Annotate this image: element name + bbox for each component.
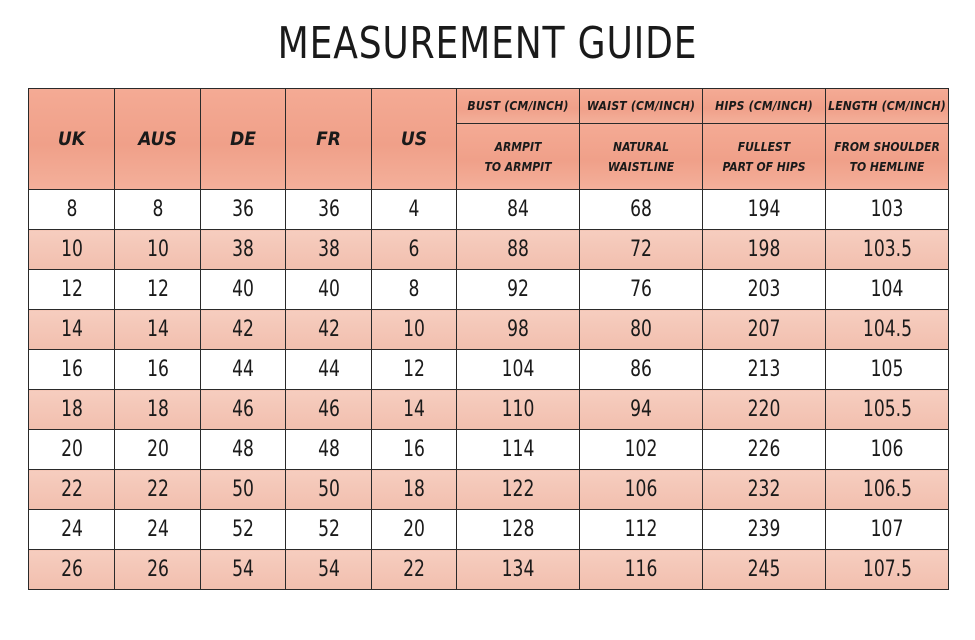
table-cell <box>457 430 580 470</box>
cell-value: 26 <box>60 557 83 582</box>
cell-value: 106.5 <box>862 477 912 502</box>
column-header-aus: AUS <box>115 89 201 190</box>
table-cell <box>580 230 703 270</box>
table-cell <box>201 510 286 550</box>
table-row <box>29 510 949 550</box>
column-header-measure: LENGTH (CM/INCH) <box>826 89 949 124</box>
table-cell <box>201 350 286 390</box>
cell-value: 22 <box>60 477 83 502</box>
table-cell <box>580 430 703 470</box>
cell-value: 54 <box>232 557 254 582</box>
cell-value: 40 <box>317 277 340 302</box>
cell-value: 232 <box>747 477 781 502</box>
cell-value: 18 <box>146 397 169 422</box>
table-cell <box>372 390 457 430</box>
table-cell <box>826 550 949 590</box>
cell-value: 245 <box>747 557 781 582</box>
table-cell <box>372 230 457 270</box>
table-cell <box>286 190 372 230</box>
cell-value: 10 <box>60 237 83 262</box>
table-row <box>29 550 949 590</box>
table-cell <box>115 390 201 430</box>
table-cell <box>826 230 949 270</box>
table-cell <box>29 310 115 350</box>
table-row <box>29 430 949 470</box>
table-row <box>29 310 949 350</box>
cell-value: 220 <box>747 397 781 422</box>
table-cell <box>826 510 949 550</box>
page-title: MEASUREMENT GUIDE <box>277 18 698 69</box>
table-cell <box>29 470 115 510</box>
column-header-measure: BUST (CM/INCH) <box>457 89 580 124</box>
cell-value: 14 <box>60 317 83 342</box>
table-cell <box>580 390 703 430</box>
table-cell <box>580 510 703 550</box>
cell-value: 42 <box>232 317 254 342</box>
table-cell <box>826 310 949 350</box>
table-cell <box>372 190 457 230</box>
subheader-line: FROM SHOULDER <box>834 139 940 154</box>
cell-value: 12 <box>146 277 169 302</box>
table-cell <box>703 510 826 550</box>
cell-value: 72 <box>630 237 652 262</box>
table-cell <box>580 550 703 590</box>
cell-value: 50 <box>232 477 254 502</box>
table-cell <box>372 430 457 470</box>
table-row <box>29 230 949 270</box>
cell-value: 16 <box>60 357 83 382</box>
table-cell <box>115 310 201 350</box>
cell-value: 8 <box>152 197 163 222</box>
table-cell <box>457 350 580 390</box>
table-cell <box>826 270 949 310</box>
cell-value: 18 <box>60 397 83 422</box>
cell-value: 198 <box>747 237 781 262</box>
cell-value: 22 <box>146 477 169 502</box>
table-cell <box>457 270 580 310</box>
cell-value: 52 <box>317 517 340 542</box>
subheader-line: NATURAL <box>613 139 669 154</box>
subheader-line: TO ARMPIT <box>484 159 552 174</box>
cell-value: 6 <box>408 237 420 262</box>
cell-value: 44 <box>232 357 254 382</box>
table-cell <box>29 190 115 230</box>
table-cell <box>372 550 457 590</box>
table-cell <box>286 390 372 430</box>
table-row <box>29 270 949 310</box>
table-cell <box>703 230 826 270</box>
cell-value: 76 <box>630 277 652 302</box>
cell-value: 14 <box>146 317 169 342</box>
table-cell <box>29 350 115 390</box>
table-cell <box>703 190 826 230</box>
table-cell <box>826 190 949 230</box>
column-subheader <box>826 124 949 190</box>
column-subheader <box>457 124 580 190</box>
cell-value: 44 <box>317 357 340 382</box>
table-cell <box>703 310 826 350</box>
table-cell <box>826 350 949 390</box>
table-cell <box>826 470 949 510</box>
table-cell <box>115 550 201 590</box>
table-cell <box>457 510 580 550</box>
table-cell <box>457 550 580 590</box>
table-cell <box>457 390 580 430</box>
table-cell <box>703 270 826 310</box>
cell-value: 107 <box>870 517 904 542</box>
cell-value: 20 <box>60 437 83 462</box>
table-cell <box>703 470 826 510</box>
subheader-line: TO HEMLINE <box>849 159 925 174</box>
column-subheader <box>703 124 826 190</box>
cell-value: 86 <box>630 357 652 382</box>
table-cell <box>201 550 286 590</box>
table-cell <box>286 310 372 350</box>
cell-value: 68 <box>630 197 652 222</box>
table-cell <box>286 230 372 270</box>
cell-value: 50 <box>317 477 340 502</box>
cell-value: 112 <box>624 517 658 542</box>
cell-value: 16 <box>146 357 169 382</box>
table-cell <box>286 270 372 310</box>
cell-value: 36 <box>317 197 340 222</box>
cell-value: 40 <box>232 277 254 302</box>
column-header-us: US <box>372 89 457 190</box>
table-cell <box>457 310 580 350</box>
cell-value: 92 <box>507 277 529 302</box>
table-cell <box>580 190 703 230</box>
cell-value: 84 <box>507 197 529 222</box>
cell-value: 8 <box>408 277 420 302</box>
column-subheader <box>580 124 703 190</box>
table-cell <box>286 510 372 550</box>
cell-value: 226 <box>747 437 781 462</box>
table-cell <box>457 230 580 270</box>
subheader-line: WAISTLINE <box>607 159 675 174</box>
cell-value: 14 <box>403 397 425 422</box>
cell-value: 48 <box>232 437 254 462</box>
subheader-line: PART OF HIPS <box>722 159 806 174</box>
table-cell <box>201 430 286 470</box>
cell-value: 24 <box>146 517 169 542</box>
table-cell <box>201 230 286 270</box>
cell-value: 116 <box>624 557 658 582</box>
table-cell <box>29 430 115 470</box>
table-cell <box>29 550 115 590</box>
table-cell <box>372 310 457 350</box>
table-row <box>29 470 949 510</box>
table-cell <box>703 550 826 590</box>
cell-value: 106 <box>870 437 904 462</box>
table-cell <box>29 270 115 310</box>
cell-value: 104.5 <box>862 317 912 342</box>
cell-value: 105.5 <box>862 397 912 422</box>
table-cell <box>115 190 201 230</box>
cell-value: 46 <box>232 397 254 422</box>
cell-value: 110 <box>501 397 535 422</box>
cell-value: 12 <box>403 357 425 382</box>
cell-value: 48 <box>317 437 340 462</box>
cell-value: 114 <box>501 437 535 462</box>
column-header-measure: WAIST (CM/INCH) <box>580 89 703 124</box>
cell-value: 22 <box>403 557 425 582</box>
table-cell <box>201 390 286 430</box>
cell-value: 128 <box>501 517 535 542</box>
table-cell <box>115 430 201 470</box>
cell-value: 10 <box>146 237 169 262</box>
cell-value: 103 <box>870 197 904 222</box>
table-header <box>29 89 949 190</box>
cell-value: 16 <box>403 437 425 462</box>
cell-value: 104 <box>501 357 535 382</box>
table-cell <box>286 350 372 390</box>
cell-value: 134 <box>501 557 535 582</box>
table-cell <box>201 190 286 230</box>
subheader-line: ARMPIT <box>494 139 542 154</box>
table-cell <box>29 230 115 270</box>
cell-value: 8 <box>66 197 77 222</box>
cell-value: 54 <box>317 557 340 582</box>
table-cell <box>286 470 372 510</box>
measurement-table <box>28 88 949 590</box>
table-cell <box>372 350 457 390</box>
cell-value: 42 <box>317 317 340 342</box>
cell-value: 80 <box>630 317 652 342</box>
table-cell <box>703 350 826 390</box>
cell-value: 194 <box>747 197 781 222</box>
table-cell <box>826 430 949 470</box>
table-cell <box>201 270 286 310</box>
table-cell <box>201 310 286 350</box>
table-cell <box>372 470 457 510</box>
cell-value: 12 <box>60 277 83 302</box>
cell-value: 106 <box>624 477 658 502</box>
cell-value: 104 <box>870 277 904 302</box>
table-cell <box>580 470 703 510</box>
cell-value: 102 <box>624 437 658 462</box>
table-cell <box>115 230 201 270</box>
table-row <box>29 390 949 430</box>
cell-value: 105 <box>870 357 904 382</box>
table-body <box>29 190 949 590</box>
cell-value: 98 <box>507 317 529 342</box>
table-cell <box>286 550 372 590</box>
table-cell <box>580 350 703 390</box>
table-cell <box>115 270 201 310</box>
column-header-fr: FR <box>286 89 372 190</box>
cell-value: 26 <box>146 557 169 582</box>
table-cell <box>580 310 703 350</box>
table-cell <box>457 470 580 510</box>
column-header-uk: UK <box>29 89 115 190</box>
cell-value: 38 <box>317 237 340 262</box>
cell-value: 24 <box>60 517 83 542</box>
cell-value: 52 <box>232 517 254 542</box>
cell-value: 107.5 <box>862 557 912 582</box>
column-header-measure: HIPS (CM/INCH) <box>703 89 826 124</box>
cell-value: 10 <box>403 317 425 342</box>
table-row <box>29 190 949 230</box>
cell-value: 18 <box>403 477 425 502</box>
table-cell <box>29 390 115 430</box>
cell-value: 88 <box>507 237 529 262</box>
cell-value: 239 <box>747 517 781 542</box>
subheader-line: FULLEST <box>737 139 791 154</box>
cell-value: 207 <box>747 317 781 342</box>
table-cell <box>115 510 201 550</box>
column-header-de: DE <box>201 89 286 190</box>
table-cell <box>29 510 115 550</box>
table-cell <box>115 350 201 390</box>
table-cell <box>372 270 457 310</box>
table-cell <box>703 390 826 430</box>
table-cell <box>826 390 949 430</box>
table-cell <box>115 470 201 510</box>
cell-value: 4 <box>408 197 420 222</box>
table-cell <box>580 270 703 310</box>
cell-value: 46 <box>317 397 340 422</box>
cell-value: 122 <box>501 477 535 502</box>
cell-value: 203 <box>747 277 781 302</box>
table-row <box>29 350 949 390</box>
cell-value: 20 <box>403 517 425 542</box>
table-cell <box>286 430 372 470</box>
table-cell <box>201 470 286 510</box>
cell-value: 20 <box>146 437 169 462</box>
table-cell <box>457 190 580 230</box>
cell-value: 103.5 <box>862 237 912 262</box>
cell-value: 213 <box>747 357 781 382</box>
cell-value: 94 <box>630 397 652 422</box>
cell-value: 38 <box>232 237 254 262</box>
cell-value: 36 <box>232 197 254 222</box>
table-cell <box>703 430 826 470</box>
table-cell <box>372 510 457 550</box>
